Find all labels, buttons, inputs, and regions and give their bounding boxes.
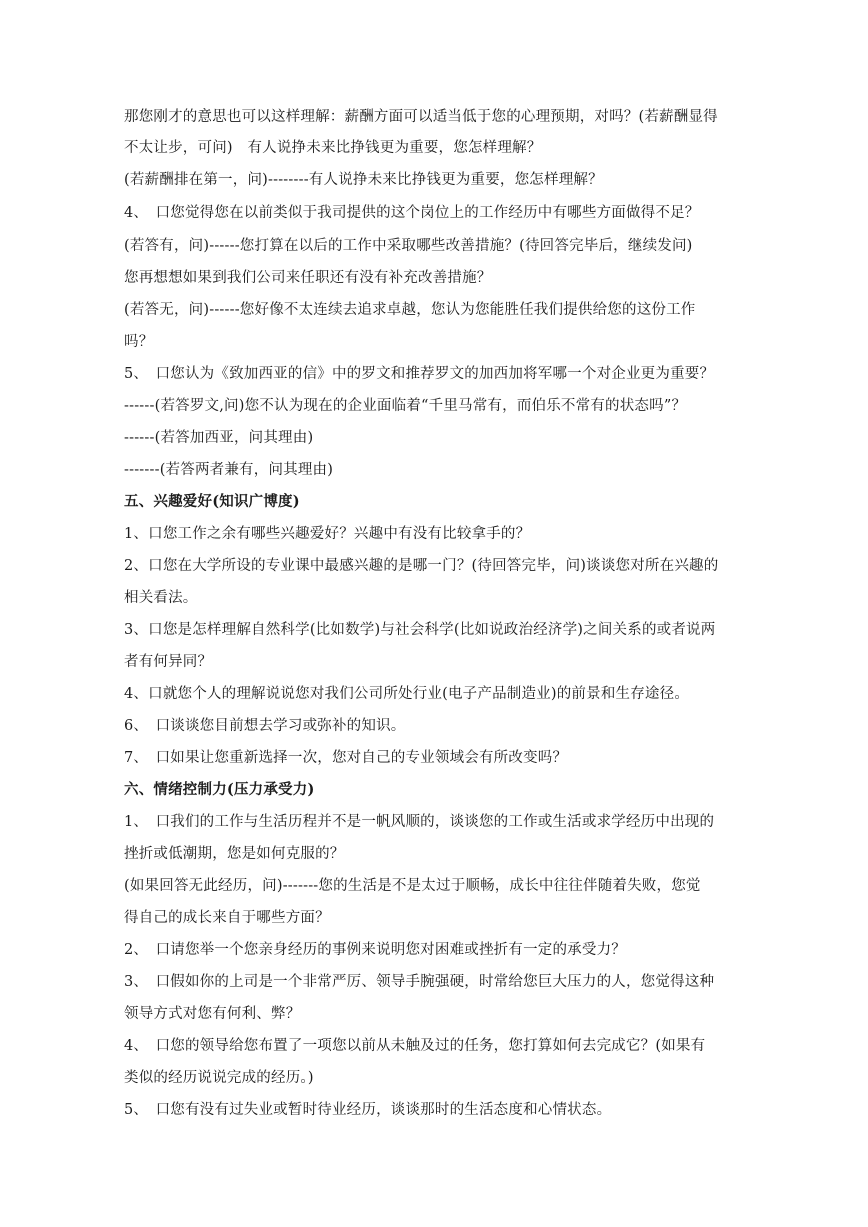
question-item: 3、口您是怎样理解自然科学(比如数学)与社会科学(比如说政治经济学)之间关系的或者说两 <box>124 622 716 638</box>
text-line: (若答有，问)------您打算在以后的工作中采取哪些改善措施？(待回答完毕后，继续发问) <box>124 238 693 254</box>
text-line: (如果回答无此经历，问)-------您的生活是不是太过于顺畅，成长中往往伴随着失败，您觉 <box>124 878 701 894</box>
text-line: 您再想想如果到我们公司来任职还有没有补充改善措施？ <box>124 270 492 286</box>
text-line: 者有何异同？ <box>124 654 213 670</box>
question-item: 2、 口请您举一个您亲身经历的事例来说明您对困难或挫折有一定的承受力？ <box>124 942 626 958</box>
section-heading: 五、兴趣爱好(知识广博度) <box>124 493 300 510</box>
question-item: 7、 口如果让您重新选择一次，您对自己的专业领域会有所改变吗？ <box>124 750 568 766</box>
text-line: 相关看法。 <box>124 590 198 606</box>
question-item: 1、 口我们的工作与生活历程并不是一帆风顺的，谈谈您的工作或生活或求学经历中出现的 <box>124 814 715 830</box>
text-line: 挫折或低潮期，您是如何克服的？ <box>124 846 345 862</box>
section-heading: 六、情绪控制力(压力承受力) <box>124 781 315 798</box>
text-line: 领导方式对您有何利、弊？ <box>124 1006 301 1022</box>
text-line: (若答无，问)------您好像不太连续去追求卓越，您认为您能胜任我们提供给您的这份工作 <box>124 302 696 318</box>
text-line: 得自己的成长来自于哪些方面？ <box>124 910 330 926</box>
text-line: 不太让步，可问) 有人说挣未来比挣钱更为重要，您怎样理解？ <box>124 140 542 156</box>
question-item: 4、 口您觉得您在以前类似于我司提供的这个岗位上的工作经历中有哪些方面做得不足？ <box>124 205 700 221</box>
question-item: 4、 口您的领导给您布置了一项您以前从未触及过的任务，您打算如何去完成它？(如果有 <box>124 1038 706 1054</box>
question-item: 1、口您工作之余有哪些兴趣爱好？兴趣中有没有比较拿手的？ <box>124 526 531 542</box>
text-line: -------(若答两者兼有，问其理由) <box>124 462 334 478</box>
question-item: 5、 口您认为《致加西亚的信》中的罗文和推荐罗文的加西加将军哪一个对企业更为重要？ <box>124 366 715 382</box>
question-item: 3、 口假如你的上司是一个非常严厉、领导手腕强硬，时常给您巨大压力的人，您觉得这种 <box>124 974 715 990</box>
text-line: 吗？ <box>124 334 154 350</box>
question-item: 6、 口谈谈您目前想去学习或弥补的知识。 <box>124 718 406 734</box>
text-line: (若薪酬排在第一，问)--------有人说挣未来比挣钱更为重要，您怎样理解？ <box>124 172 603 188</box>
text-line: ------(若答罗文,问)您不认为现在的企业面临着“千里马常有，而伯乐不常有的状态吗”？ <box>124 398 687 414</box>
text-line: 类似的经历说说完成的经历。) <box>124 1070 314 1086</box>
question-item: 2、口您在大学所设的专业课中最感兴趣的是哪一门？(待回答完毕，问)谈谈您对所在兴趣的 <box>124 558 719 574</box>
question-item: 4、口就您个人的理解说说您对我们公司所处行业(电子产品制造业)的前景和生存途径。 <box>124 686 690 702</box>
text-line: 那您刚才的意思也可以这样理解：薪酬方面可以适当低于您的心理预期，对吗？(若薪酬显得 <box>124 109 718 125</box>
question-item: 5、 口您有没有过失业或暂时待业经历，谈谈那时的生活态度和心情状态。 <box>124 1102 612 1118</box>
text-line: ------(若答加西亚，问其理由) <box>124 430 314 446</box>
